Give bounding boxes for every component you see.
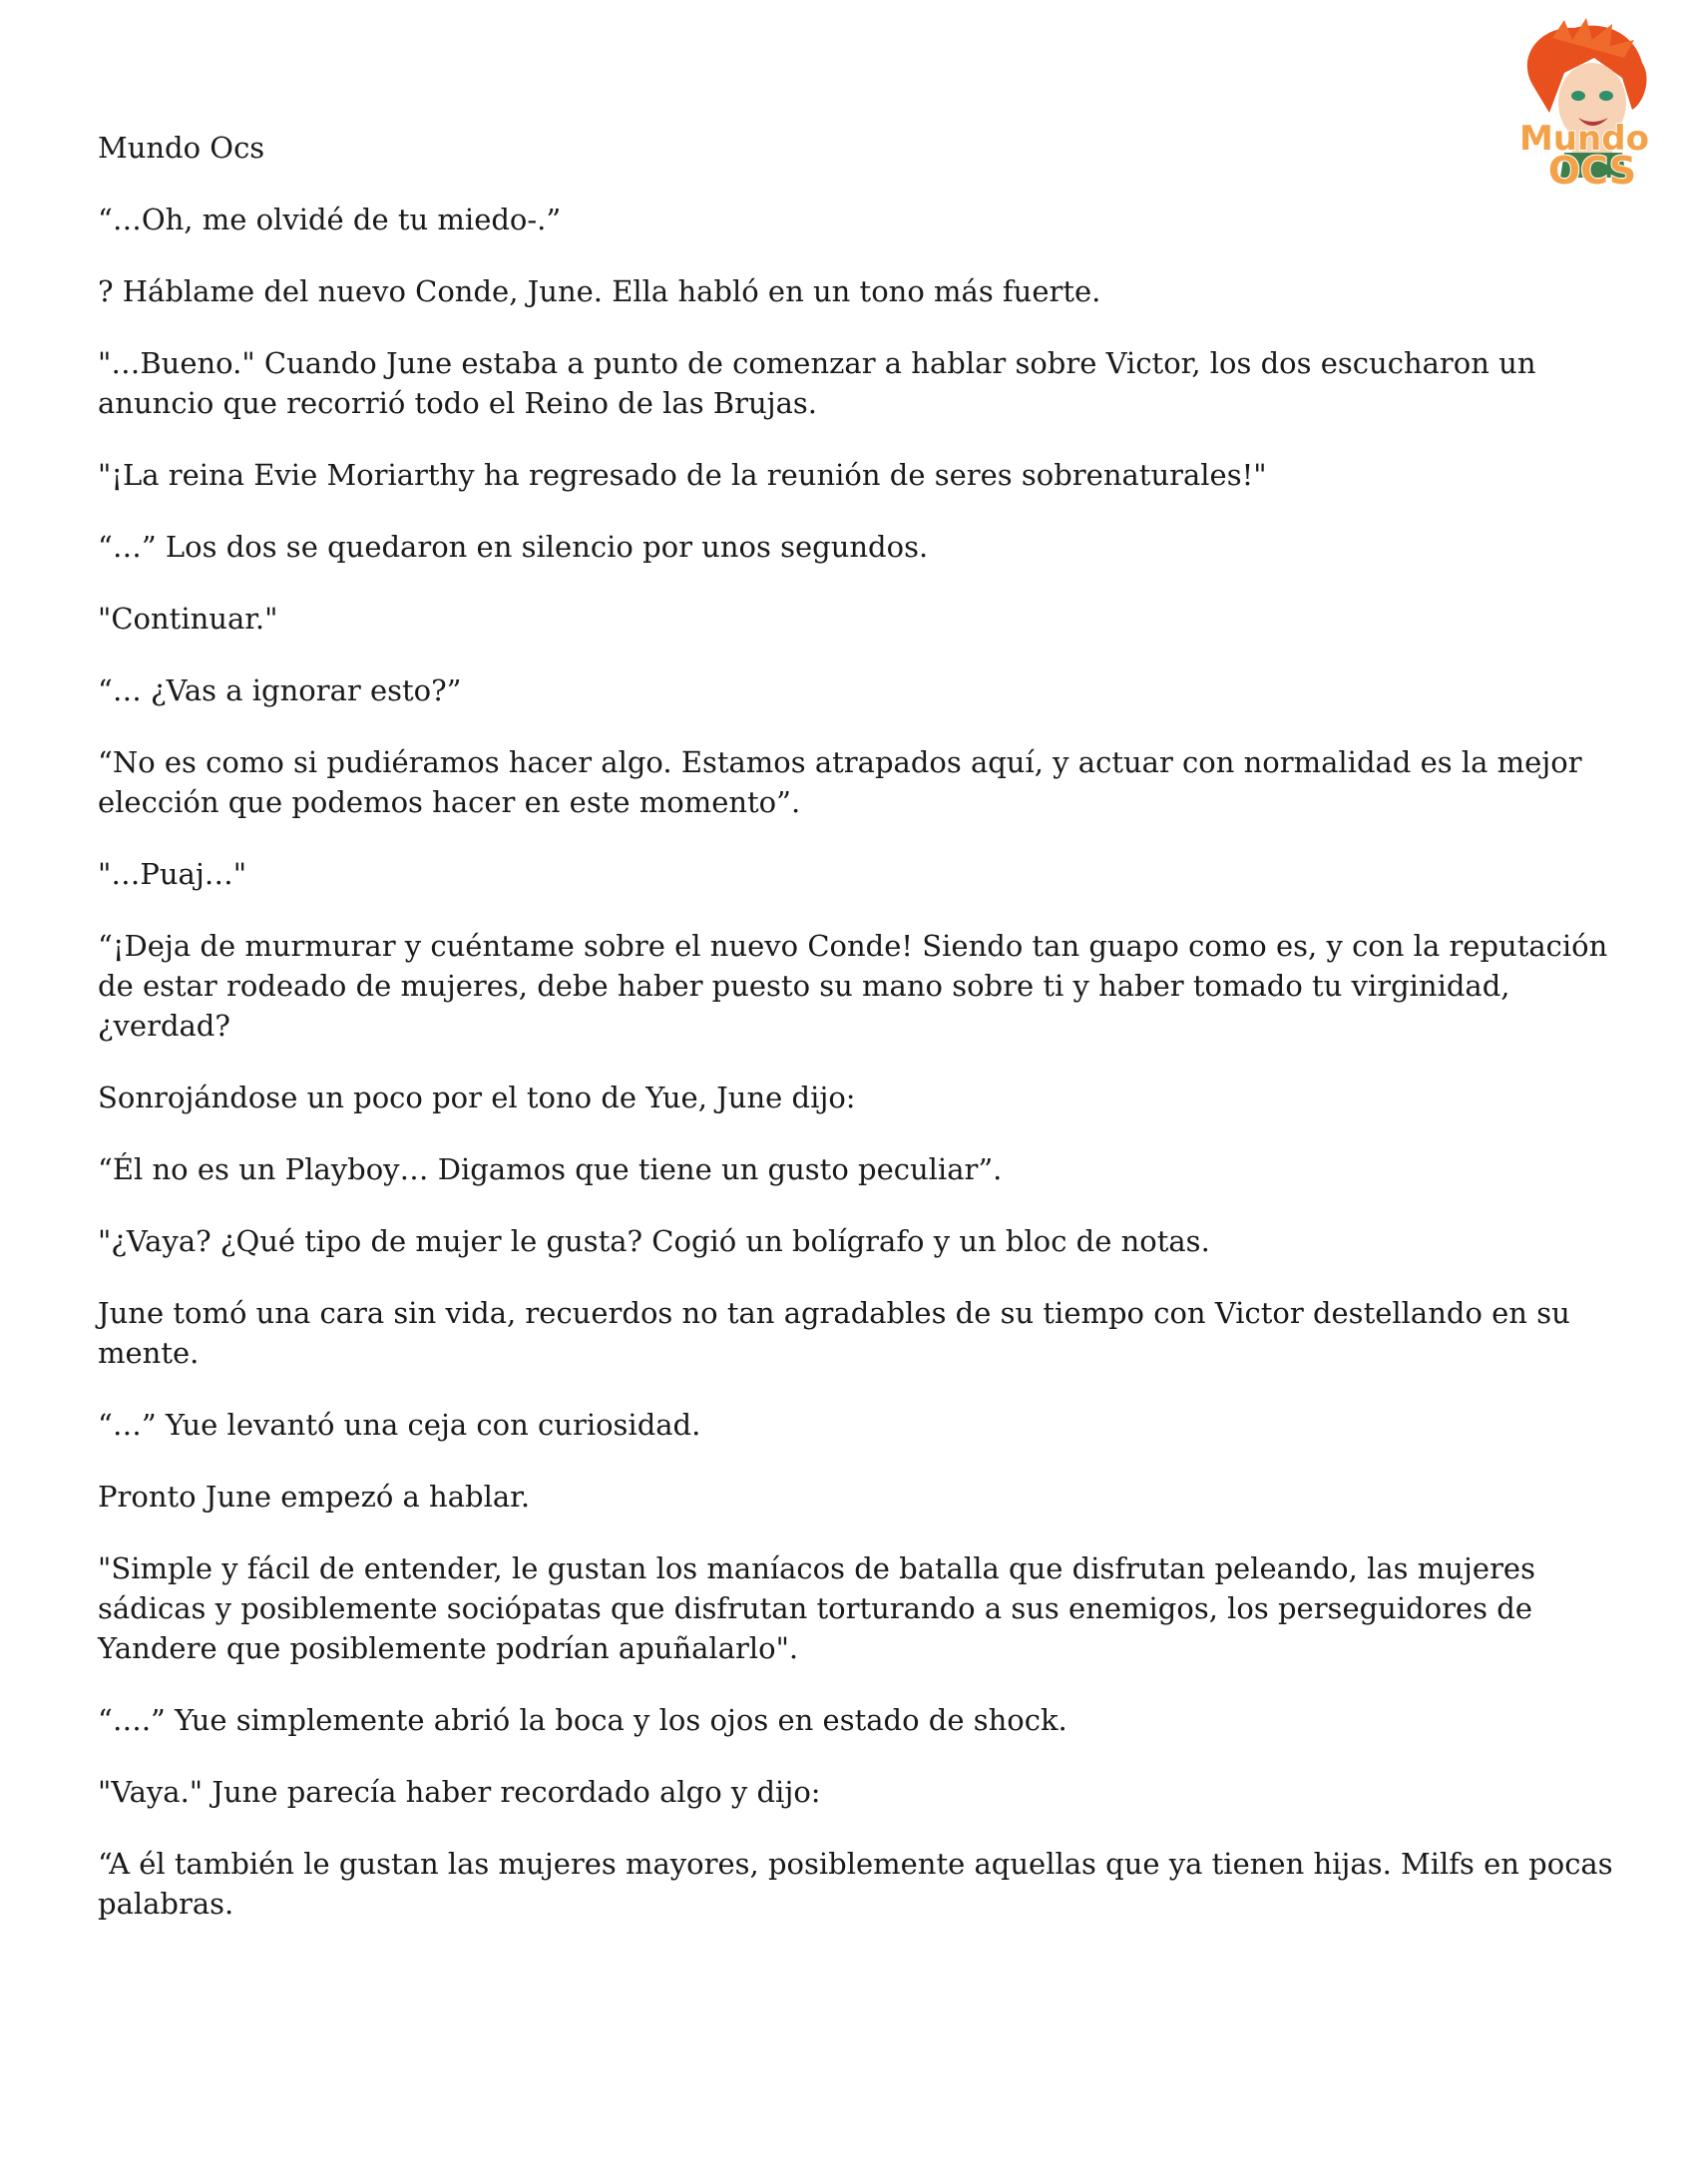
paragraph: "Simple y fácil de entender, le gustan los maníacos de batalla que disfrutan peleando, las mujeres sádicas y posiblemente sociópatas que disfrutan torturando a sus enemigos, los perseguidores de Yandere que posiblemente podrían apuñalarlo". xyxy=(98,1551,1535,1665)
paragraph: June tomó una cara sin vida, recuerdos no tan agradables de su tiempo con Victor destellando en su mente. xyxy=(98,1296,1570,1370)
paragraph: “…Oh, me olvidé de tu miedo-.” xyxy=(98,203,562,236)
logo-text-mundo: Mundo xyxy=(1519,119,1649,159)
document-body xyxy=(98,128,1624,1956)
paragraph: “Él no es un Playboy… Digamos que tiene un gusto peculiar”. xyxy=(98,1152,1003,1186)
paragraph: “…” Los dos se quedaron en silencio por unos segundos. xyxy=(98,530,929,564)
paragraph: "¿Vaya? ¿Qué tipo de mujer le gusta? Cogió un bolígrafo y un bloc de notas. xyxy=(98,1224,1210,1258)
document-header: Mundo Ocs xyxy=(98,131,265,165)
paragraph: "Vaya." June parecía haber recordado algo y dijo: xyxy=(98,1775,821,1809)
paragraph: "¡La reina Evie Moriarthy ha regresado de la reunión de seres sobrenaturales!" xyxy=(98,458,1267,492)
paragraph: “A él también le gustan las mujeres mayores, posiblemente aquellas que ya tienen hijas. Milfs en pocas palabras. xyxy=(98,1847,1613,1921)
paragraph-list xyxy=(98,200,1624,1924)
logo-text-ocs: OCS xyxy=(1547,149,1637,190)
paragraph: “No es como si pudiéramos hacer algo. Estamos atrapados aquí, y actuar con normalidad es la mejor elección que podemos hacer en este momento”. xyxy=(98,745,1582,819)
paragraph: Pronto June empezó a hablar. xyxy=(98,1480,531,1514)
paragraph: Sonrojándose un poco por el tono de Yue, June dijo: xyxy=(98,1081,856,1114)
paragraph: "…Bueno." Cuando June estaba a punto de comenzar a hablar sobre Victor, los dos escucharon un anuncio que recorrió todo el Reino de las Brujas. xyxy=(98,346,1536,420)
paragraph: ? Háblame del nuevo Conde, June. Ella habló en un tono más fuerte. xyxy=(98,274,1101,308)
paragraph: “…” Yue levantó una ceja con curiosidad. xyxy=(98,1408,701,1442)
paragraph: "…Puaj…" xyxy=(98,857,247,891)
paragraph: “… ¿Vas a ignorar esto?” xyxy=(98,673,462,707)
paragraph: “….” Yue simplemente abrió la boca y los ojos en estado de shock. xyxy=(98,1703,1067,1737)
paragraph: “¡Deja de murmurar y cuéntame sobre el nuevo Conde! Siendo tan guapo como es, y con la reputación de estar rodeado de mujeres, debe haber puesto su mano sobre ti y haber tomado tu virginidad, ¿verdad? xyxy=(98,929,1608,1043)
paragraph: "Continuar." xyxy=(98,602,278,636)
